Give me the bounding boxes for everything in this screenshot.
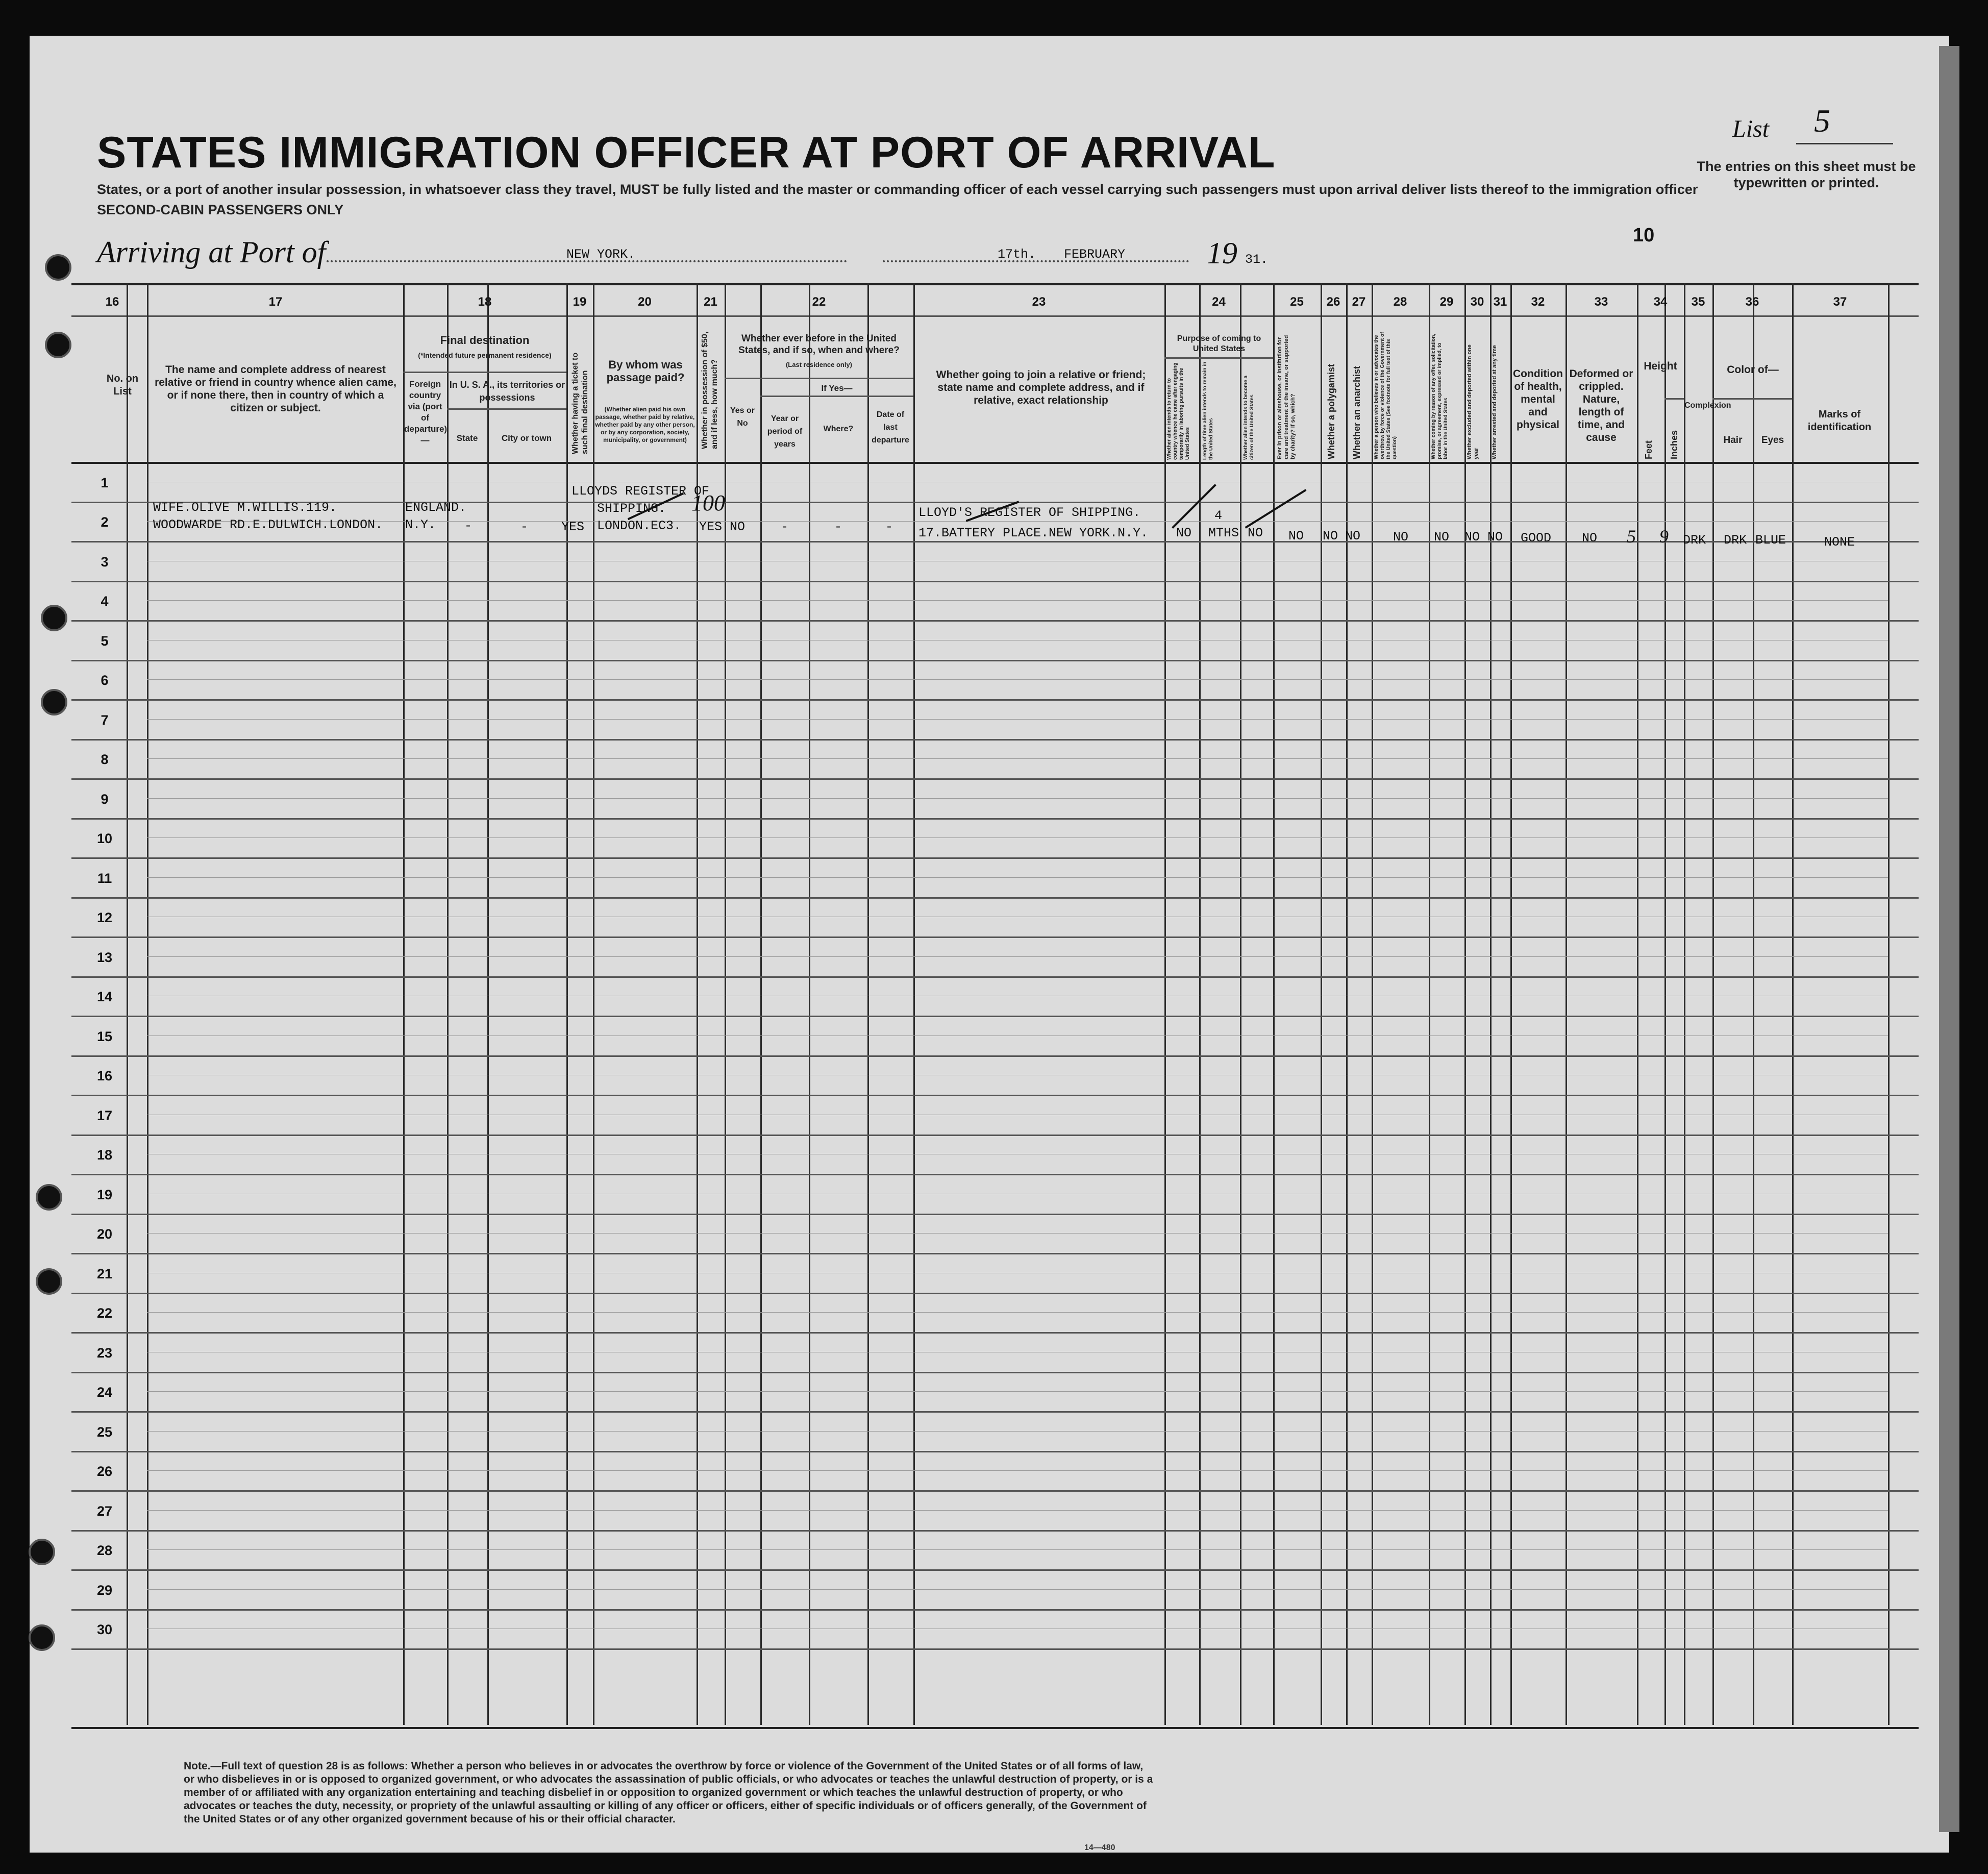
- entry-paid-line2: SHIPPING.: [597, 501, 666, 516]
- entry-foreign-country: ENGLAND.: [405, 500, 467, 515]
- row-line: [71, 936, 1919, 938]
- entry-money: YES: [699, 520, 723, 534]
- column-line: [566, 283, 568, 1725]
- entry-hair: DRK: [1724, 533, 1747, 548]
- header-rule: [403, 372, 566, 373]
- row-line: [71, 502, 1919, 503]
- column-line: [809, 283, 810, 1725]
- row-number: 22: [96, 1305, 113, 1321]
- entry-labor: NO: [1434, 530, 1450, 545]
- column-line: [1565, 283, 1567, 1725]
- row-line: [71, 1411, 1919, 1413]
- entry-prison: NO: [1288, 529, 1304, 544]
- col-num-23: 23: [1032, 295, 1046, 309]
- col-num-31: 31: [1493, 295, 1507, 309]
- port-value: NEW YORK.: [566, 247, 636, 262]
- header-fifty-dollars: Whether in possession of $50, and if less, how much?: [701, 331, 719, 449]
- row-number: 2: [101, 514, 109, 530]
- col-num-28: 28: [1393, 295, 1407, 309]
- entry-polygamist: NO: [1323, 529, 1338, 544]
- header-bottom-rule: [71, 462, 1919, 464]
- column-line: [403, 283, 405, 1725]
- entry-citizen: NO: [1248, 526, 1263, 540]
- row-subline: [147, 798, 1888, 799]
- header-contract-labor: Whether coming by reason of any offer, solicitation, promise, or agreement, expressed or implied, to labor in the United States: [1431, 333, 1449, 459]
- row-subline: [147, 1510, 1888, 1511]
- day-value: 17th.: [998, 247, 1036, 262]
- row-line: [71, 857, 1919, 859]
- header-join-relative: Whether going to join a relative or friend; state name and complete address, and if relative, exact relationship: [936, 369, 1146, 406]
- column-line: [1637, 283, 1638, 1725]
- column-line: [1240, 283, 1241, 1725]
- column-line: [447, 283, 449, 1725]
- header-final-destination-note: (*Intended future permanent residence): [418, 351, 552, 359]
- manifest-grid: [71, 283, 1919, 1729]
- row-subline: [147, 719, 1888, 720]
- row-line: [71, 1451, 1919, 1452]
- column-line: [1321, 283, 1322, 1725]
- row-subline: [147, 1431, 1888, 1432]
- entry-state: -: [464, 519, 473, 533]
- binder-hole: [45, 332, 71, 358]
- column-line: [913, 283, 915, 1725]
- row-number: 30: [96, 1622, 113, 1637]
- header-anarchist: Whether an anarchist: [1352, 365, 1362, 459]
- row-number: 27: [96, 1503, 113, 1519]
- header-rule: [760, 396, 913, 397]
- row-line: [71, 581, 1919, 582]
- header-become-citizen: Whether alien intends to become a citizen of the United States: [1243, 375, 1255, 460]
- entry-deformed: NO: [1582, 531, 1598, 546]
- row-number: 8: [101, 752, 109, 767]
- header-marks: Marks of identification: [1807, 409, 1872, 433]
- header-ticket: Whether having a ticket to such final destination: [571, 352, 589, 454]
- year-suffix: 31.: [1245, 252, 1269, 267]
- column-line: [1346, 283, 1348, 1725]
- header-feet: Feet: [1644, 440, 1654, 459]
- binder-hole: [41, 689, 67, 716]
- header-rule: [1664, 398, 1684, 400]
- col-num-18: 18: [478, 295, 492, 309]
- header-polygamist: Whether a polygamist: [1326, 363, 1336, 459]
- header-foreign-country: Foreign country via (port of departure)—: [404, 379, 448, 445]
- column-line: [1888, 283, 1890, 1725]
- row-line: [71, 1293, 1919, 1294]
- entry-before-date: -: [885, 520, 893, 534]
- row-number: 1: [101, 475, 109, 490]
- list-number: 5: [1814, 103, 1830, 139]
- header-color-of: Color of—: [1727, 364, 1779, 376]
- footnote: Note.—Full text of question 28 is as follows: Whether a person who believes in or advocates the overthrow by force or violence of the Government of the United States or of all forms of law, or who disbelieves in or is opposed to organized government, or who advocates the assassination of public officials, or who advocates or teaches the unlawful destruction of property, or is a member of or affiliated with any organization entertaining and teaching disbelief in or opposition to organized government or which teaches the unlawful destruction of property, or who advocates or teaches the duty, necessity, or propriety of the unlawful assaulting or killing of any officer or officers, either of specific individuals or of officers generally, of the Government of the United States or of any other organized government because of his or their official character.: [184, 1760, 1153, 1825]
- binder-hole: [29, 1624, 55, 1651]
- row-number: 12: [96, 910, 113, 925]
- col-num-24: 24: [1212, 295, 1226, 309]
- column-line: [487, 283, 489, 1725]
- header-rule: [1712, 398, 1792, 400]
- header-arrested: Whether arrested and deported at any time: [1492, 345, 1498, 459]
- column-line: [1712, 283, 1714, 1725]
- column-line: [1792, 283, 1794, 1725]
- col-num-29: 29: [1439, 295, 1454, 309]
- binder-hole: [41, 605, 67, 631]
- row-line: [71, 778, 1919, 780]
- row-number: 3: [101, 554, 109, 570]
- row-subline: [147, 1391, 1888, 1392]
- col-num-36: 36: [1745, 295, 1759, 309]
- header-ever-before-note: (Last residence only): [785, 361, 853, 368]
- row-number: 21: [96, 1266, 113, 1281]
- column-line: [1684, 283, 1685, 1725]
- entry-eyes: BLUE: [1755, 533, 1786, 548]
- row-subline: [147, 1312, 1888, 1313]
- row-line: [71, 620, 1919, 622]
- row-line: [71, 1016, 1919, 1017]
- col-num-25: 25: [1290, 295, 1304, 309]
- header-prison: Ever in prison or almshouse, or institution for care and treatment of the insane, or supported by charity? If so, which?: [1277, 335, 1296, 459]
- list-number-line: [1796, 143, 1893, 144]
- header-state: State: [456, 433, 478, 443]
- column-number-rule: [71, 315, 1919, 317]
- row-number: 24: [96, 1385, 113, 1400]
- entry-before-year: -: [781, 520, 789, 534]
- header-hair: Hair: [1723, 435, 1743, 446]
- binder-hole: [29, 1539, 55, 1565]
- row-line: [71, 976, 1919, 978]
- column-line: [1490, 283, 1492, 1725]
- header-rule: [1164, 357, 1273, 359]
- arriving-label: Arriving at Port of: [97, 235, 326, 269]
- entry-health: GOOD: [1521, 531, 1552, 546]
- col-num-33: 33: [1594, 295, 1608, 309]
- header-inches: Inches: [1669, 430, 1679, 459]
- header-nearest-relative: The name and complete address of nearest relative or friend in country whence alien came, or if none there, then in country of which a citizen or subject.: [155, 364, 396, 414]
- col-num-37: 37: [1833, 295, 1847, 309]
- header-complexion: Complexion: [1684, 401, 1731, 410]
- col-num-16: 16: [105, 295, 119, 309]
- column-line: [1664, 283, 1666, 1725]
- entry-marks: NONE: [1824, 535, 1855, 550]
- entry-before-where: -: [834, 520, 842, 534]
- header-yes-no: Yes or No: [730, 406, 755, 428]
- row-number: 10: [96, 831, 113, 846]
- row-subline: [147, 956, 1888, 957]
- row-line: [71, 699, 1919, 701]
- header-height: Height: [1644, 360, 1677, 372]
- month-value: FEBRUARY: [1064, 247, 1126, 262]
- col-num-19: 19: [573, 295, 587, 309]
- row-number: 6: [101, 673, 109, 688]
- row-line: [71, 1530, 1919, 1532]
- header-last-departure: Date of last departure: [872, 410, 909, 445]
- header-year-period: Year or period of years: [767, 414, 803, 449]
- column-line: [867, 283, 869, 1725]
- header-city: City or town: [501, 433, 552, 443]
- row-line: [71, 660, 1919, 661]
- row-line: [71, 1332, 1919, 1334]
- row-number: 26: [96, 1464, 113, 1479]
- header-passage-note: (Whether alien paid his own passage, whether paid by relative, whether paid by any other person, or by any corporation, society, municipality, or government): [595, 406, 695, 443]
- row-line: [71, 739, 1919, 741]
- binder-hole: [45, 254, 71, 281]
- entry-paid-line3: LONDON.EC3.: [597, 519, 682, 533]
- entry-inches: 9: [1659, 526, 1669, 547]
- entry-arrested: NO: [1487, 530, 1503, 545]
- entry-port-departure: N.Y.: [405, 517, 436, 532]
- entry-length-unit: MTHS: [1208, 526, 1239, 540]
- binder-hole: [36, 1184, 62, 1211]
- column-line: [1372, 283, 1373, 1725]
- row-number: 16: [96, 1068, 113, 1083]
- row-subline: [147, 1470, 1888, 1471]
- row-subline: [147, 1035, 1888, 1036]
- row-number: 13: [96, 949, 113, 965]
- row-subline: [147, 1233, 1888, 1234]
- row-line: [71, 897, 1919, 899]
- header-rule: [725, 378, 913, 379]
- column-line: [593, 283, 594, 1725]
- entry-paid-line1: LLOYDS REGISTER OF: [571, 484, 710, 499]
- margin-number: 10: [1633, 225, 1655, 246]
- entry-anarchist: NO: [1345, 529, 1361, 544]
- header-deformed: Deformed or crippled. Nature, length of time, and cause: [1569, 368, 1633, 443]
- passenger-class: SECOND-CABIN PASSENGERS ONLY: [97, 202, 344, 217]
- col-num-30: 30: [1470, 295, 1484, 309]
- row-subline: [147, 679, 1888, 680]
- entry-before-yesno: NO: [730, 520, 746, 534]
- header-where: Where?: [823, 425, 854, 433]
- row-subline: [147, 877, 1888, 878]
- row-line: [71, 541, 1919, 543]
- header-excluded: Whether excluded and deported within one year: [1467, 344, 1479, 459]
- header-no-on-list: No. on List: [106, 373, 139, 397]
- page-title: STATES IMMIGRATION OFFICER AT PORT OF ARRIVAL: [97, 128, 1276, 177]
- header-passage-paid: By whom was passage paid?: [606, 358, 685, 384]
- header-purpose: Purpose of coming to United States: [1177, 334, 1261, 353]
- col-num-32: 32: [1531, 295, 1545, 309]
- entry-join-line2: 17.BATTERY PLACE.NEW YORK.N.Y.: [918, 526, 1149, 540]
- page-edge: [1939, 46, 1959, 1832]
- column-line: [1429, 283, 1430, 1725]
- header-if-yes: If Yes—: [821, 383, 853, 393]
- row-number: 7: [101, 712, 109, 728]
- header-usa: In U. S. A., its territories or possessions: [449, 380, 565, 403]
- entry-join-line1: LLOYD'S REGISTER OF SHIPPING.: [918, 505, 1141, 520]
- header-final-destination: Final destination: [440, 334, 530, 347]
- row-subline: [147, 1589, 1888, 1590]
- row-line: [71, 1609, 1919, 1611]
- header-health: Condition of health, mental and physical: [1513, 368, 1563, 431]
- row-subline: [147, 758, 1888, 759]
- row-number: 11: [97, 870, 112, 886]
- entry-feet: 5: [1627, 526, 1636, 547]
- header-length-of-stay: Length of time alien intends to remain in the United States: [1202, 361, 1214, 460]
- col-num-20: 20: [638, 295, 652, 309]
- col-num-26: 26: [1326, 295, 1340, 309]
- row-number: 9: [101, 791, 109, 807]
- row-line: [71, 1569, 1919, 1571]
- entry-ticket: YES: [561, 520, 585, 534]
- row-number: 19: [96, 1187, 113, 1202]
- binder-hole: [36, 1268, 62, 1295]
- row-line: [71, 818, 1919, 820]
- column-line: [1273, 283, 1275, 1725]
- row-line: [71, 1490, 1919, 1492]
- entry-city: -: [520, 520, 529, 534]
- row-number: 4: [101, 594, 109, 609]
- row-line: [71, 1253, 1919, 1254]
- row-number: 29: [96, 1582, 113, 1598]
- year-prefix: 19: [1207, 236, 1237, 270]
- entry-overthrow: NO: [1393, 530, 1409, 545]
- col-num-35: 35: [1691, 295, 1705, 309]
- column-line: [760, 283, 762, 1725]
- col-num-17: 17: [268, 295, 283, 309]
- entry-relative-line1: WIFE.OLIVE M.WILLIS.119.: [153, 500, 337, 515]
- instructions-text: States, or a port of another insular possession, in whatsoever class they travel, MUST be fully listed and the master or commanding officer of each vessel carrying such passengers must upon arrival deliver lists thereof to the immigration officer: [97, 182, 1698, 197]
- row-number: 23: [96, 1345, 113, 1361]
- entry-relative-line2: WOODWARDE RD.E.DULWICH.LONDON.: [153, 517, 383, 532]
- entries-note: The entries on this sheet must be typewritten or printed.: [1697, 159, 1916, 190]
- row-line: [71, 1135, 1919, 1136]
- header-overthrow: Whether a person who believes in or advocates the overthrow by force or violence of the Government of the United States (See footnote for full text of this question): [1374, 332, 1398, 459]
- entry-money-written: 100: [691, 490, 725, 515]
- column-line: [1164, 283, 1166, 1725]
- entry-excluded: NO: [1464, 530, 1480, 545]
- column-line: [1510, 283, 1512, 1725]
- row-number: 14: [96, 989, 113, 1004]
- row-number: 20: [96, 1226, 113, 1242]
- entry-length-number: 4: [1214, 508, 1223, 523]
- row-number: 18: [96, 1147, 113, 1163]
- row-subline: [147, 1549, 1888, 1550]
- row-number: 25: [96, 1424, 113, 1440]
- row-line: [71, 1648, 1919, 1650]
- header-eyes: Eyes: [1761, 435, 1784, 446]
- row-number: 15: [96, 1028, 113, 1044]
- entry-complexion: DRK: [1683, 533, 1706, 548]
- header-rule: [447, 408, 566, 410]
- column-line: [1464, 283, 1466, 1725]
- column-line: [1753, 283, 1754, 1725]
- column-line: [147, 283, 148, 1725]
- col-num-34: 34: [1653, 295, 1668, 309]
- col-num-21: 21: [704, 295, 717, 309]
- header-ever-before: Whether ever before in the United States, and if so, when and where?: [738, 333, 900, 356]
- row-line: [71, 1214, 1919, 1215]
- header-return-intent: Whether alien intends to return to country whence he came after engaging temporarily in laboring pursuits in the United States: [1166, 362, 1190, 460]
- form-number: 14—480: [1084, 1843, 1115, 1852]
- col-num-27: 27: [1352, 295, 1366, 309]
- row-number: 28: [96, 1543, 113, 1558]
- row-subline: [147, 600, 1888, 601]
- row-line: [71, 1095, 1919, 1096]
- row-number: 5: [101, 633, 109, 649]
- entry-return: NO: [1176, 526, 1192, 540]
- row-line: [71, 1055, 1919, 1057]
- col-num-22: 22: [812, 295, 826, 309]
- row-line: [71, 1174, 1919, 1175]
- row-subline: [147, 837, 1888, 838]
- row-number: 17: [96, 1107, 113, 1123]
- row-line: [71, 1372, 1919, 1373]
- list-label: List: [1732, 115, 1770, 142]
